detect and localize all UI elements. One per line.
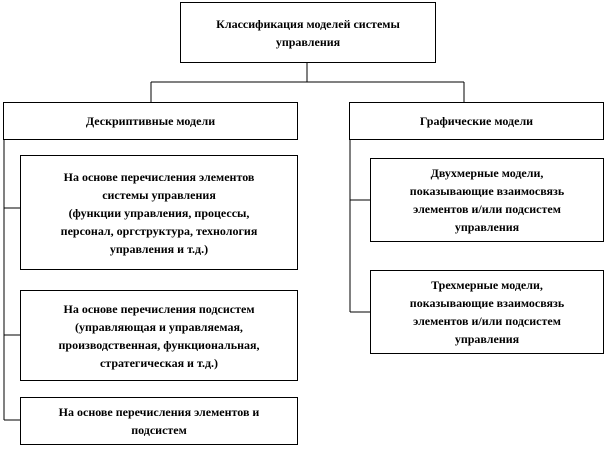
root-node	[180, 2, 436, 63]
graphic-child-2d	[370, 158, 604, 242]
branch-descriptive-models	[3, 102, 298, 140]
branch-descriptive-label: Дескриптивные модели	[85, 114, 216, 128]
graphic-child-2d-label: Двухмерные модели, показывающие взаимосвязь элементов и/или подсистем управления	[409, 166, 565, 234]
descriptive-child-elements-and-subsystems	[20, 397, 298, 445]
descriptive-child-elements-and-subsystems-label: На основе перечисления элементов и подсистем	[58, 405, 260, 437]
graphic-child-3d	[370, 270, 604, 354]
descriptive-child-subsystems	[20, 290, 298, 381]
graphic-child-3d-label: Трехмерные модели, показывающие взаимосвязь элементов и/или подсистем управления	[409, 278, 565, 346]
descriptive-child-elements-label: На основе перечисления элементов системы управления (функции управления, процессы, персонал, оргструктура, технология управления и т.д.)	[60, 169, 258, 256]
descriptive-child-subsystems-label: На основе перечисления подсистем (управляющая и управляемая, производственная, функциональная, стратегическая и т.д.)	[58, 301, 260, 370]
descriptive-child-elements	[20, 155, 298, 270]
branch-graphic-models	[349, 102, 604, 140]
branch-graphic-label: Графические модели	[419, 114, 534, 128]
root-node-label: Классификация моделей системы управления	[216, 16, 400, 49]
